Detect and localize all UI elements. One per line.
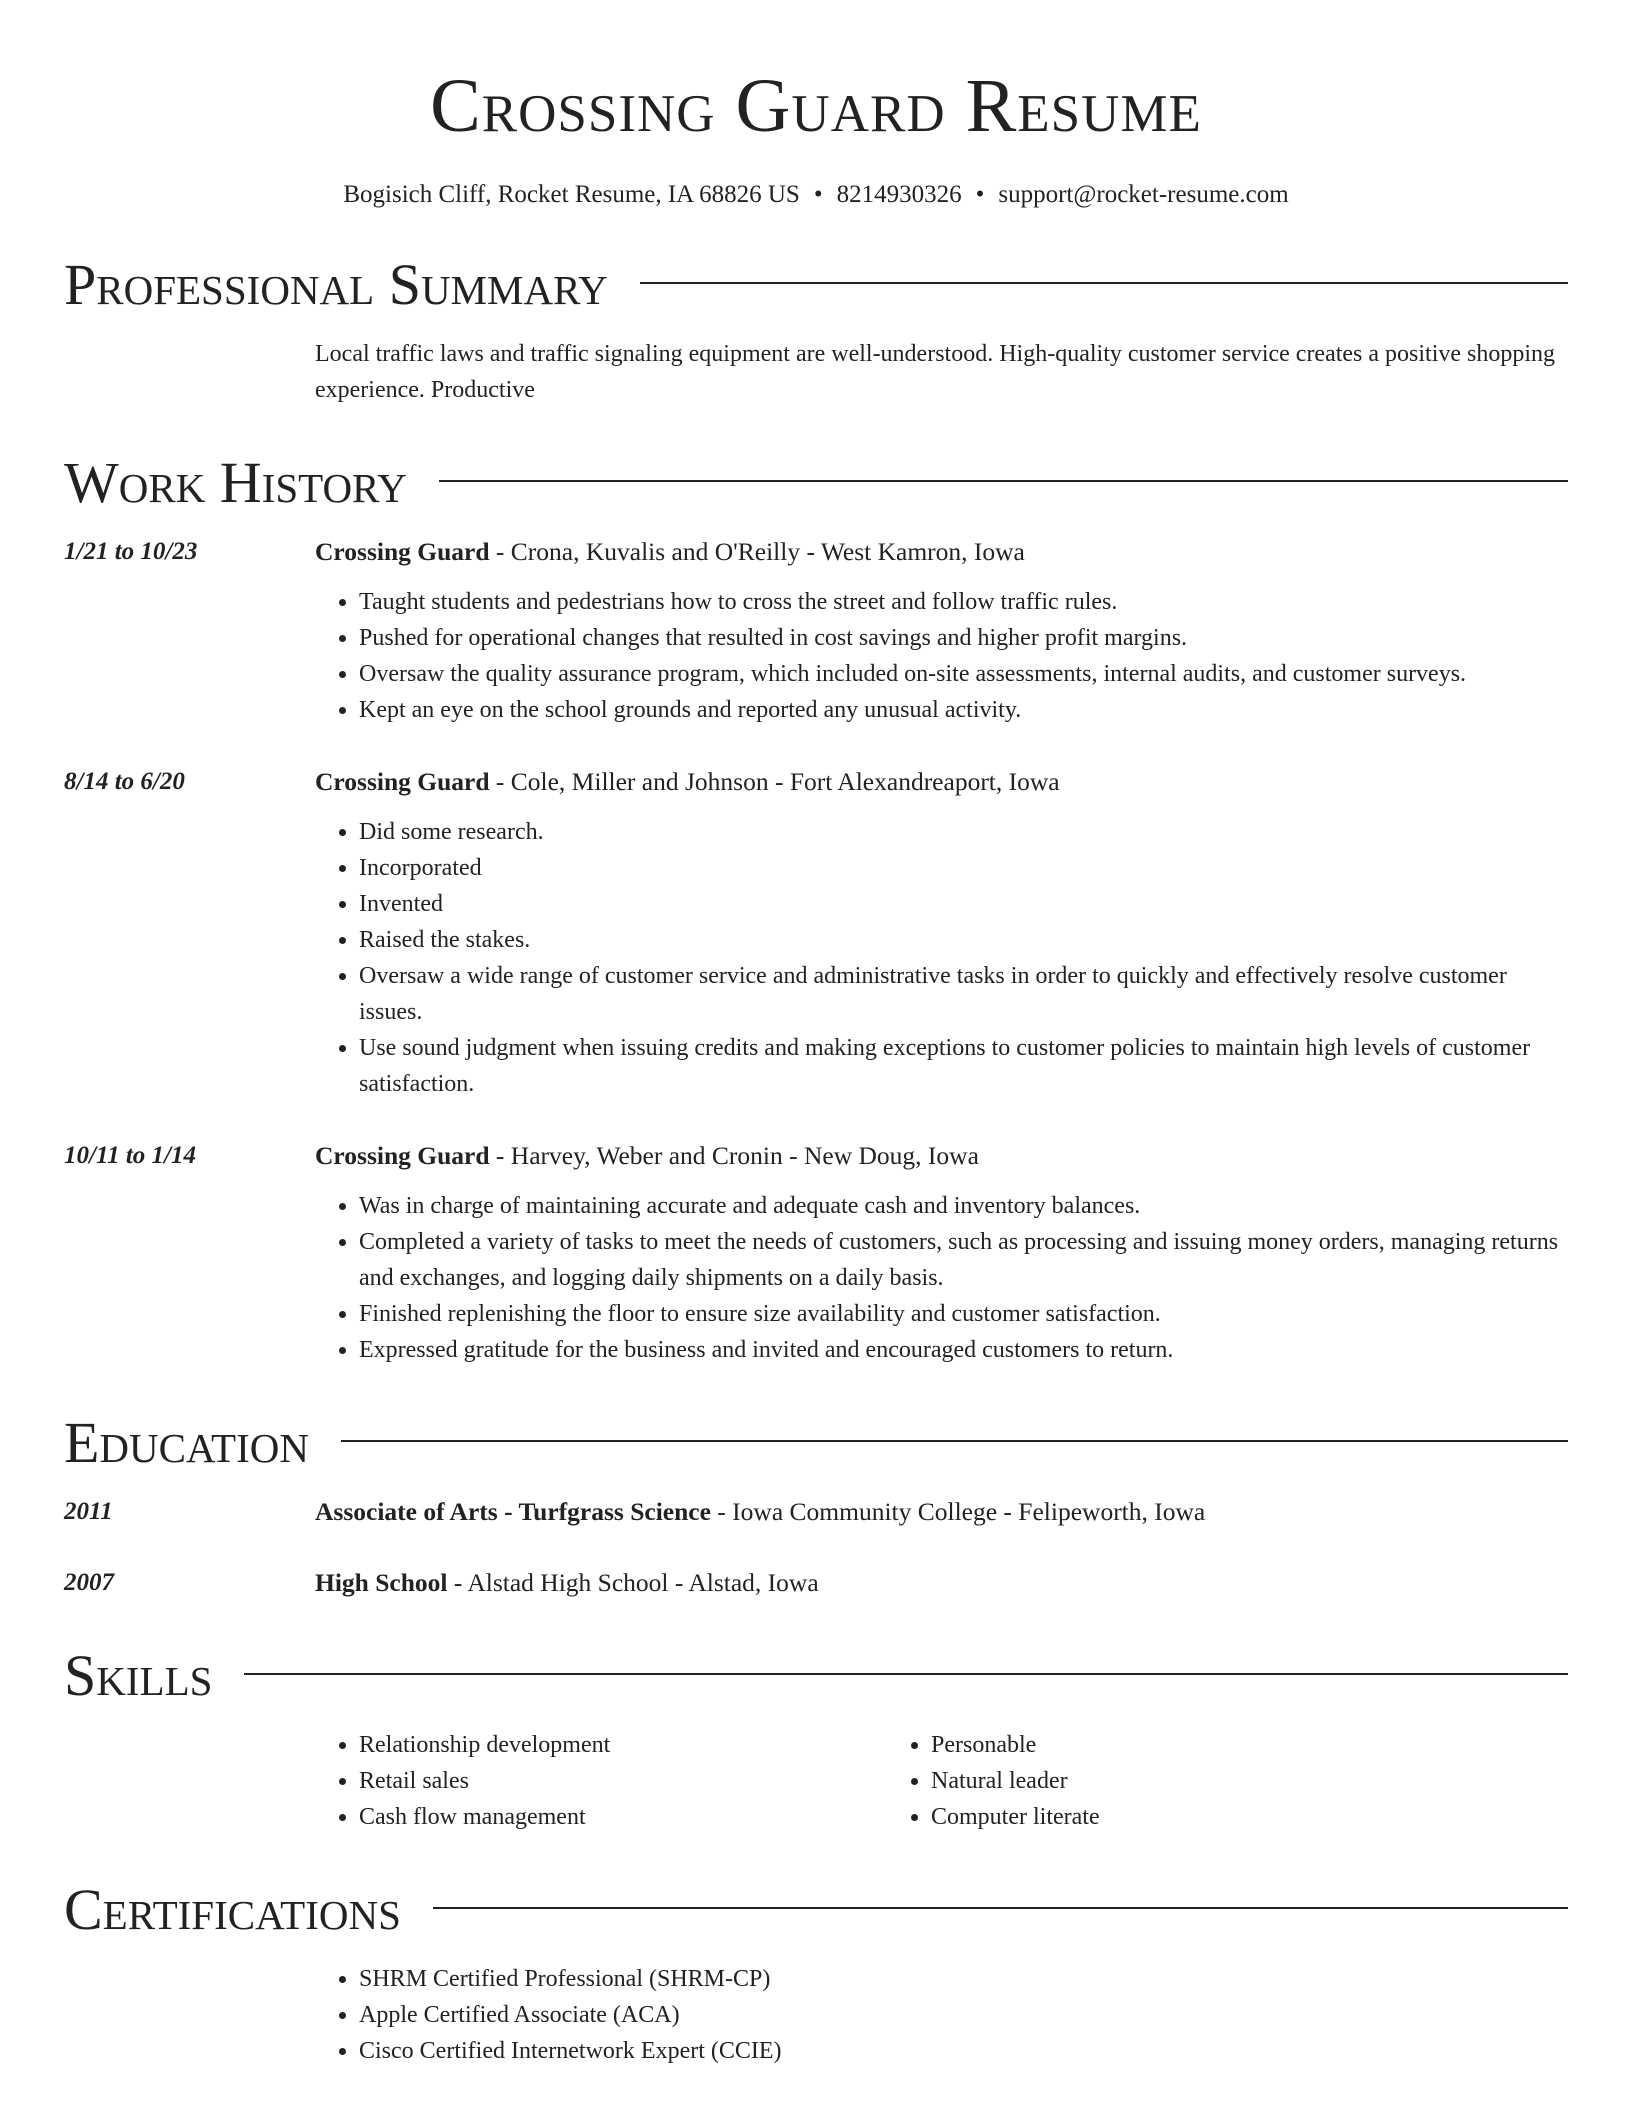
section-title-work: Work History — [64, 450, 407, 515]
skill-item: • Natural leader — [931, 1763, 1459, 1799]
certification-item: • SHRM Certified Professional (SHRM-CP) — [359, 1961, 1568, 1997]
education-headline — [315, 1494, 1205, 1530]
education-entry — [64, 1565, 1568, 1601]
job-bullets — [315, 584, 1568, 728]
job-headline — [315, 764, 1568, 800]
job-date: 10/11 to 1/14 — [64, 1142, 196, 1169]
skill-item: • Computer literate — [931, 1799, 1459, 1835]
section-title-certifications: Certifications — [64, 1877, 401, 1942]
job-bullet: • Invented — [359, 886, 1568, 922]
skills-list — [315, 1727, 1568, 1835]
job-date: 8/14 to 6/20 — [64, 768, 185, 795]
job-bullets — [315, 814, 1568, 1102]
contact-address: Bogisich Cliff, Rocket Resume, IA 68826 US — [343, 181, 800, 208]
section-header-work — [64, 450, 1568, 515]
section-header-certifications — [64, 1877, 1568, 1942]
job-bullet: • Pushed for operational changes that resulted in cost savings and higher profit margins. — [359, 620, 1568, 656]
contact-line — [64, 180, 1568, 210]
skills-column-left — [315, 1727, 887, 1835]
section-title-summary: Professional Summary — [64, 252, 608, 317]
job-bullet: • Oversaw a wide range of customer service and administrative tasks in order to quickly and effectively resolve customer issues. — [359, 958, 1568, 1030]
skill-item: • Cash flow management — [359, 1799, 887, 1835]
job-entry — [64, 1138, 1568, 1368]
certification-item: • Apple Certified Associate (ACA) — [359, 1997, 1568, 2033]
resume-title: Crossing Guard Resume — [430, 64, 1202, 148]
section-header-education — [64, 1410, 1568, 1475]
contact-phone: 8214930326 — [836, 181, 962, 208]
education-details: - Iowa Community College - Felipeworth, Iowa — [710, 1497, 1206, 1526]
section-header-summary — [64, 252, 1568, 317]
section-title-education: Education — [64, 1410, 309, 1475]
job-bullet: • Kept an eye on the school grounds and reported any unusual activity. — [359, 692, 1568, 728]
job-content — [315, 534, 1568, 728]
certification-item: • Cisco Certified Internetwork Expert (CCIE) — [359, 2033, 1568, 2069]
job-bullets — [315, 1188, 1568, 1368]
certifications-items — [315, 1961, 1568, 2069]
section-divider — [244, 1673, 1568, 1675]
section-divider — [640, 282, 1568, 284]
education-entry — [64, 1494, 1568, 1530]
education-degree: Associate of Arts - Turfgrass Science — [315, 1497, 711, 1526]
skills-column-right — [887, 1727, 1459, 1835]
education-date: 2007 — [64, 1569, 114, 1596]
contact-separator: • — [975, 181, 985, 208]
section-divider — [341, 1440, 1568, 1442]
job-bullet: • Did some research. — [359, 814, 1568, 850]
job-date: 1/21 to 10/23 — [64, 538, 198, 565]
summary-text: Local traffic laws and traffic signaling equipment are well-understood. High-quality customer service creates a positive shopping experience. Productive — [315, 341, 1556, 403]
skill-item: • Personable — [931, 1727, 1459, 1763]
education-headline — [315, 1565, 819, 1601]
education-degree: High School — [315, 1568, 448, 1597]
education-details: - Alstad High School - Alstad, Iowa — [447, 1568, 819, 1597]
job-entry — [64, 764, 1568, 1102]
job-headline — [315, 534, 1568, 570]
job-bullet: • Oversaw the quality assurance program, which included on-site assessments, internal audits, and customer surveys. — [359, 656, 1568, 692]
job-details: - Cole, Miller and Johnson - Fort Alexandreaport, Iowa — [489, 767, 1060, 796]
contact-separator: • — [813, 181, 823, 208]
job-bullet: • Taught students and pedestrians how to cross the street and follow traffic rules. — [359, 584, 1568, 620]
section-divider — [433, 1907, 1568, 1909]
job-bullet: • Incorporated — [359, 850, 1568, 886]
job-bullet: • Completed a variety of tasks to meet the needs of customers, such as processing and issuing money orders, managing returns and exchanges, and logging daily shipments on a daily basis. — [359, 1224, 1568, 1296]
skill-item: • Retail sales — [359, 1763, 887, 1799]
job-bullet: • Expressed gratitude for the business and invited and encouraged customers to return. — [359, 1332, 1568, 1368]
skill-item: • Relationship development — [359, 1727, 887, 1763]
job-content — [315, 764, 1568, 1102]
section-title-skills: Skills — [64, 1643, 213, 1708]
job-title: Crossing Guard — [315, 767, 490, 796]
job-title: Crossing Guard — [315, 537, 490, 566]
job-bullet: • Was in charge of maintaining accurate and adequate cash and inventory balances. — [359, 1188, 1568, 1224]
job-bullet: • Finished replenishing the floor to ensure size availability and customer satisfaction. — [359, 1296, 1568, 1332]
job-details: - Crona, Kuvalis and O'Reilly - West Kamron, Iowa — [489, 537, 1025, 566]
job-details: - Harvey, Weber and Cronin - New Doug, Iowa — [489, 1141, 979, 1170]
education-date: 2011 — [64, 1498, 113, 1525]
section-header-skills — [64, 1643, 1568, 1708]
job-title: Crossing Guard — [315, 1141, 490, 1170]
job-bullet: • Use sound judgment when issuing credits and making exceptions to customer policies to maintain high levels of customer satisfaction. — [359, 1030, 1568, 1102]
job-entry — [64, 534, 1568, 728]
job-bullet: • Raised the stakes. — [359, 922, 1568, 958]
certifications-list — [315, 1961, 1568, 2069]
contact-email: support@rocket-resume.com — [998, 181, 1289, 208]
job-headline — [315, 1138, 1568, 1174]
job-content — [315, 1138, 1568, 1368]
section-divider — [439, 480, 1568, 482]
